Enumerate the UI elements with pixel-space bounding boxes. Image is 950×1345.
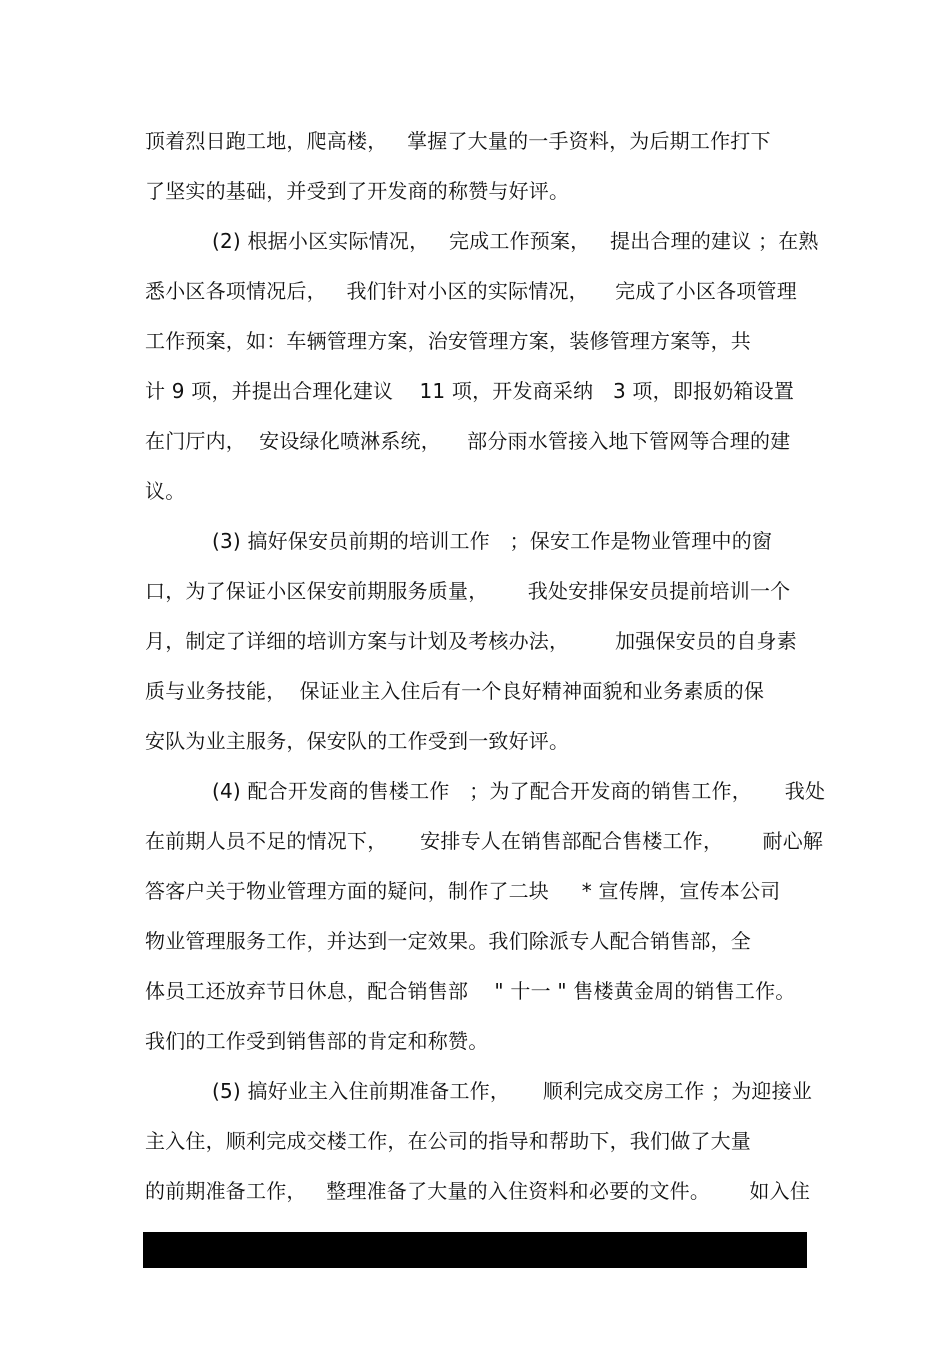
text-line: 顶着烈日跑工地，爬高楼， 掌握了大量的一手资料，为后期工作打下: [145, 129, 771, 153]
text-line: 质与业务技能， 保证业主入住后有一个良好精神面貌和业务素质的保: [145, 679, 765, 703]
text-line: 在前期人员不足的情况下， 安排专人在销售部配合售楼工作， 耐心解: [145, 829, 824, 853]
text-line: 答客户关于物业管理方面的疑问，制作了二块 * 宣传牌，宣传本公司: [145, 879, 781, 903]
text-line: 在门厅内， 安设绿化喷淋系统， 部分雨水管接入地下管网等合理的建: [145, 429, 791, 453]
redaction-bar: [143, 1232, 807, 1268]
text-line: 的前期准备工作， 整理准备了大量的入住资料和必要的文件。 如入住: [145, 1179, 811, 1203]
text-line: 我们的工作受到销售部的肯定和称赞。: [145, 1029, 489, 1053]
paragraph-5-start: (5) 搞好业主入住前期准备工作， 顺利完成交房工作 ；为迎接业: [212, 1079, 813, 1103]
text-line: 口，为了保证小区保安前期服务质量， 我处安排保安员提前培训一个: [145, 579, 791, 603]
text-line: 物业管理服务工作，并达到一定效果。我们除派专人配合销售部，全: [145, 929, 751, 953]
text-line: 主入住，顺利完成交楼工作，在公司的指导和帮助下，我们做了大量: [145, 1129, 751, 1153]
text-line: 月，制定了详细的培训方案与计划及考核办法， 加强保安员的自身素: [145, 629, 797, 653]
text-line: 悉小区各项情况后， 我们针对小区的实际情况， 完成了小区各项管理: [145, 279, 797, 303]
text-line: 工作预案，如：车辆管理方案，治安管理方案，装修管理方案等，共: [145, 329, 751, 353]
paragraph-2-start: (2) 根据小区实际情况， 完成工作预案， 提出合理的建议 ；在熟: [212, 229, 819, 253]
text-line: 议。: [145, 479, 186, 503]
text-line: 计 9 项，并提出合理化建议 11 项，开发商采纳 3 项，即报奶箱设置: [145, 379, 795, 403]
paragraph-4-start: (4) 配合开发商的售楼工作 ；为了配合开发商的销售工作， 我处: [212, 779, 826, 803]
paragraph-3-start: (3) 搞好保安员前期的培训工作 ；保安工作是物业管理中的窗: [212, 529, 773, 553]
text-line: 体员工还放弃节日休息，配合销售部 " 十一 " 售楼黄金周的销售工作。: [145, 979, 796, 1003]
text-line: 了坚实的基础，并受到了开发商的称赞与好评。: [145, 179, 570, 203]
text-line: 安队为业主服务，保安队的工作受到一致好评。: [145, 729, 570, 753]
